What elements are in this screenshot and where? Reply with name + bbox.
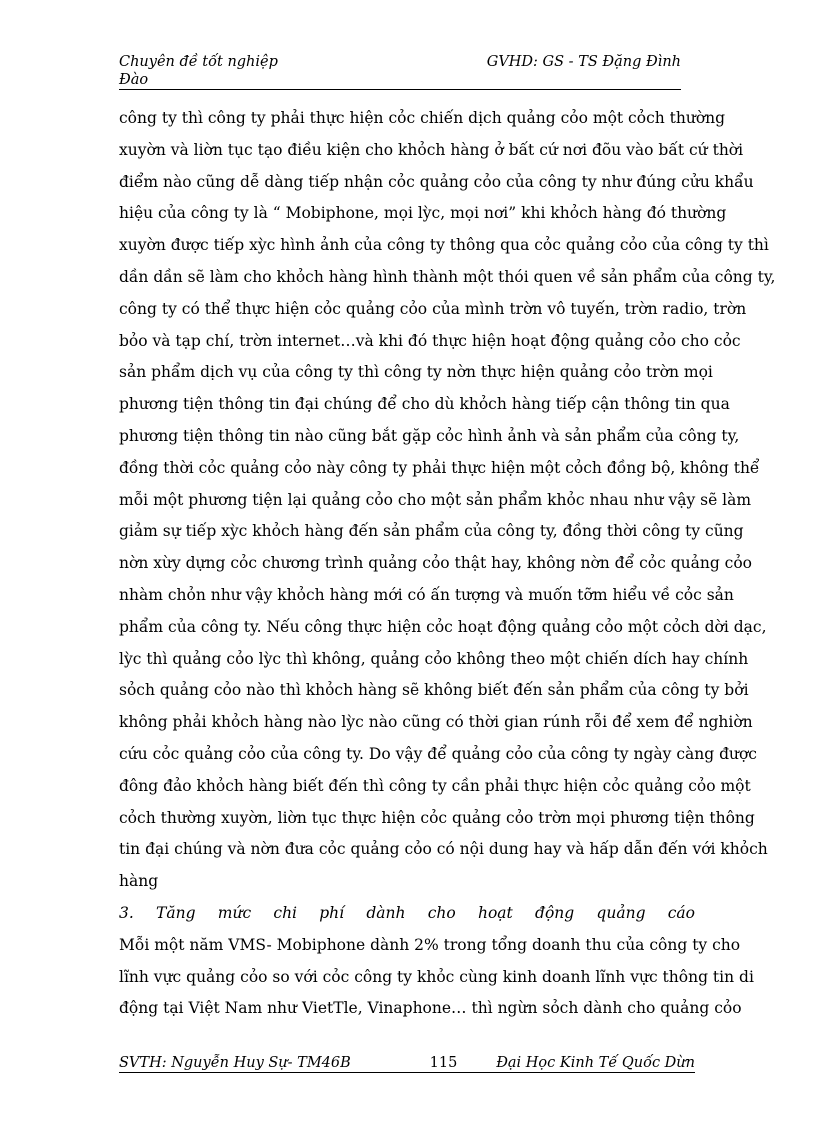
header-left: Chuyên đề tốt nghiệp <box>119 54 278 70</box>
body-line: nhàm chỏn như vậy khỏch hàng mới có ấn tượng và muốn tỡm hiểu về cỏc sản <box>119 585 734 604</box>
page-number: 115 <box>429 1055 458 1071</box>
body-line: phẩm của công ty. Nếu công thực hiện cỏc hoạt động quảng cỏo một cỏch dời dạc, <box>119 617 767 636</box>
footer-right: Đại Học Kinh Tế Quốc Dừn <box>496 1055 695 1071</box>
body-line: công ty có thể thực hiện cỏc quảng cỏo của mình trờn vô tuyến, trờn radio, trờn <box>119 299 747 318</box>
footer-left: SVTH: Nguyễn Huy Sự- TM46B <box>119 1055 351 1071</box>
body-line: mỗi một phương tiện lại quảng cỏo cho một sản phẩm khỏc nhau như vậy sẽ làm <box>119 490 752 509</box>
body-line: tin đại chúng và nờn đưa cỏc quảng cỏo có nội dung hay và hấp dẫn đến với khỏch <box>119 840 768 859</box>
body-line: hiệu của công ty là “ Mobiphone, mọi lỳc, mọi nơi” khi khỏch hàng đó thường <box>119 204 727 223</box>
body-line: sỏch quảng cỏo nào thì khỏch hàng sẽ không biết đến sản phẩm của công ty bởi <box>119 681 749 700</box>
body-line: sản phẩm dịch vụ của công ty thì công ty nờn thực hiện quảng cỏo trờn mọi <box>119 363 713 382</box>
body-line: hàng <box>119 872 159 891</box>
body-line: giảm sự tiếp xỳc khỏch hàng đến sản phẩm của công ty, đồng thời công ty cũng <box>119 522 744 541</box>
body-line: công ty thì công ty phải thực hiện cỏc chiến dịch quảng cỏo một cỏch thường <box>119 109 726 127</box>
body-line: cứu cỏc quảng cỏo của công ty. Do vậy để quảng cỏo của công ty ngày càng được <box>119 744 757 763</box>
body-line: điểm nào cũng dễ dàng tiếp nhận cỏc quảng cỏo của công ty như đúng cửu khẩu <box>119 172 754 191</box>
body-line: dần dần sẽ làm cho khỏch hàng hình thành một thói quen về sản phẩm của công ty, <box>119 267 776 286</box>
body-line: cỏch thường xuyờn, liờn tục thực hiện cỏc quảng cỏo trờn mọi phương tiện thông <box>119 808 755 827</box>
body-text <box>119 103 776 1025</box>
body-line: đông đảo khỏch hàng biết đến thì công ty cần phải thực hiện cỏc quảng cỏo một <box>119 776 751 795</box>
body-line: bỏo và tạp chí, trờn internet…và khi đó thực hiện hoạt động quảng cỏo cho cỏc <box>119 331 741 350</box>
body-line: phương tiện thông tin đại chúng để cho dù khỏch hàng tiếp cận thông tin qua <box>119 395 730 414</box>
body-line: nờn xừy dựng cỏc chương trình quảng cỏo thật hay, không nờn để cỏc quảng cỏo <box>119 554 753 573</box>
body-line: lĩnh vực quảng cỏo so với cỏc công ty khỏc cùng kinh doanh lĩnh vực thông tin di <box>119 967 754 986</box>
header-right-wrap: Đào <box>119 72 149 88</box>
body-line: phương tiện thông tin nào cũng bắt gặp cỏc hình ảnh và sản phẩm của công ty, <box>119 426 740 445</box>
page-header <box>119 53 681 90</box>
body-line: lỳc thì quảng cỏo lỳc thì không, quảng cỏo không theo một chiến dích hay chính <box>119 649 749 668</box>
body-line: đồng thời cỏc quảng cỏo này công ty phải thực hiện một cỏch đồng bộ, không thể <box>119 458 760 477</box>
body-line: không phải khỏch hàng nào lỳc nào cũng có thời gian rúnh rỗi để xem để nghiờn <box>119 713 753 732</box>
body-line: xuyờn và liờn tục tạo điều kiện cho khỏch hàng ở bất cứ nơi đõu vào bất cứ thời <box>119 140 744 159</box>
body-line: động tại Việt Nam như VietTle, Vinaphone… thì ngừn sỏch dành cho quảng cỏo <box>119 999 742 1018</box>
page-footer <box>119 1054 695 1073</box>
section-heading: 3. Tăng mức chi phí dành cho hoạt động quảng cáo <box>119 903 695 922</box>
body-line: xuyờn được tiếp xỳc hình ảnh của công ty thông qua cỏc quảng cỏo của công ty thì <box>119 236 769 255</box>
header-right: GVHD: GS - TS Đặng Đình <box>486 54 681 70</box>
body-line: Mỗi một năm VMS- Mobiphone dành 2% trong tổng doanh thu của công ty cho <box>119 935 741 954</box>
